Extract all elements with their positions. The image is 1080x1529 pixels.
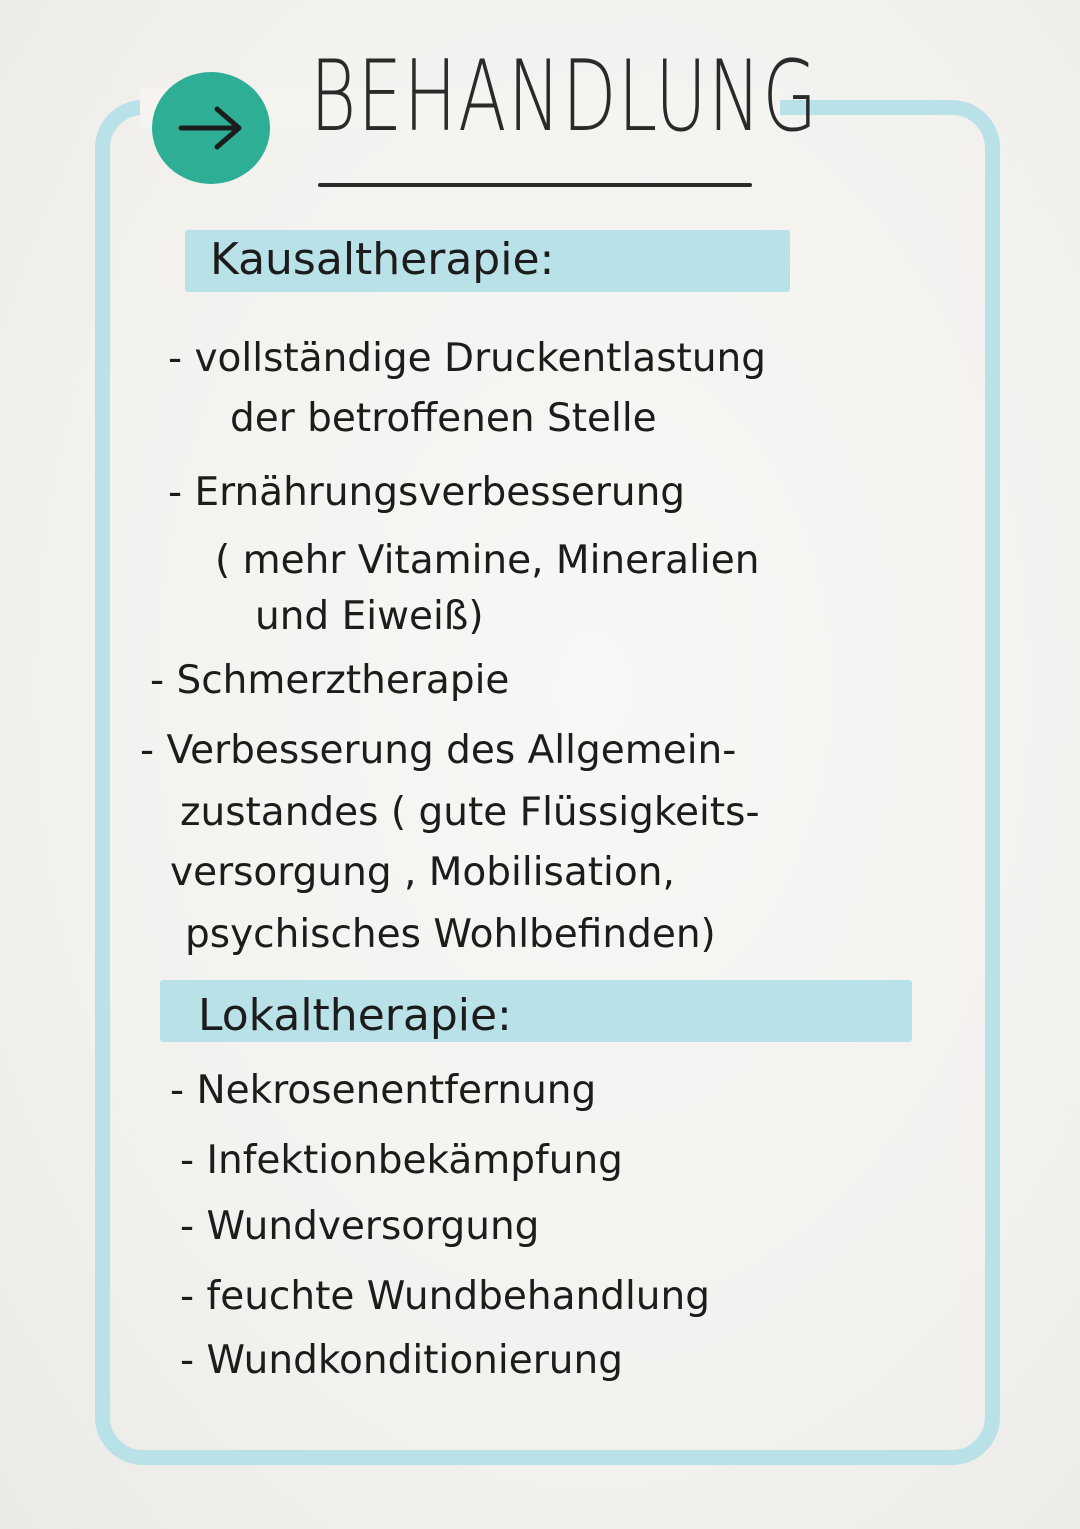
list-item: - Verbesserung des Allgemein- <box>140 728 737 773</box>
arrow-right-icon <box>175 103 247 153</box>
section-heading-lokaltherapie: Lokaltherapie: <box>198 990 512 1041</box>
section-heading-kausaltherapie: Kausaltherapie: <box>210 234 555 285</box>
page-title: BEHANDLUNG <box>310 40 819 154</box>
title-underline <box>318 183 752 187</box>
list-item: - feuchte Wundbehandlung <box>180 1274 710 1319</box>
arrow-badge <box>152 72 270 184</box>
list-item-continuation: versorgung , Mobilisation, <box>170 850 675 895</box>
note-frame <box>95 100 1000 1465</box>
list-item: - Infektionbekämpfung <box>180 1138 623 1183</box>
list-item-continuation: und Eiweiß) <box>255 594 484 639</box>
list-item: - vollständige Druckentlastung <box>168 336 767 381</box>
list-item-continuation: psychisches Wohlbefinden) <box>185 912 716 957</box>
list-item: - Ernährungsverbesserung <box>168 470 686 515</box>
list-item: - Nekrosenentfernung <box>170 1068 597 1113</box>
list-item-continuation: zustandes ( gute Flüssigkeits- <box>180 790 760 835</box>
list-item-continuation: ( mehr Vitamine, Mineralien <box>215 538 760 583</box>
list-item: - Wundversorgung <box>180 1204 540 1249</box>
list-item-continuation: der betroffenen Stelle <box>230 396 657 441</box>
list-item: - Wundkonditionierung <box>180 1338 623 1383</box>
list-item: - Schmerztherapie <box>150 658 510 703</box>
